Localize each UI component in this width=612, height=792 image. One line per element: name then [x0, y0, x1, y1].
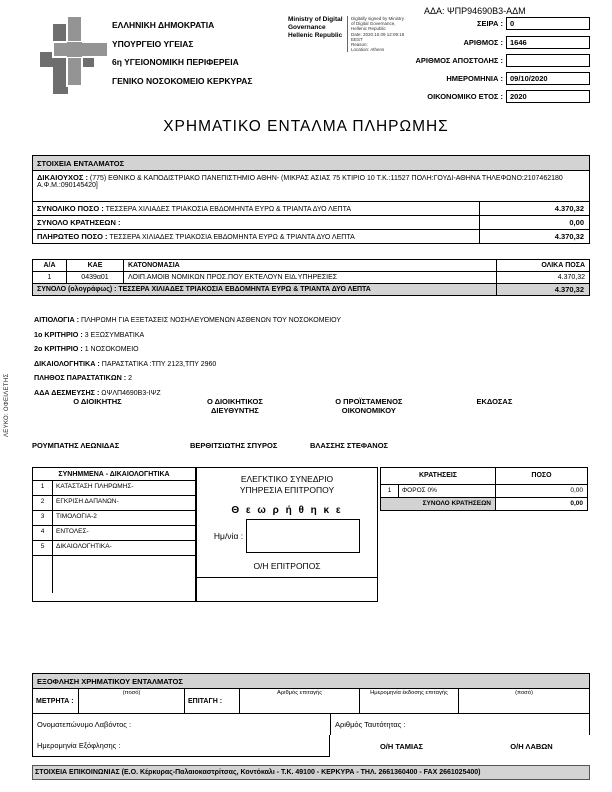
ada-number [424, 6, 526, 16]
deductions-total-label: ΣΥΝΟΛΟ ΚΡΑΤΗΣΕΩΝ [381, 498, 495, 510]
cheque-date-hint: Ημερομηνία έκδοσης επιταγής [370, 690, 448, 696]
copy-color-side-note: ΛΕΥΚΟ: ΟΦΕΙΛΕΤΗΣ [4, 373, 10, 437]
org-line-4: ΓΕΝΙΚΟ ΝΟΣΟΚΟΜΕΙΟ ΚΕΡΚΥΡΑΣ [112, 75, 253, 86]
attachments-table [32, 467, 196, 602]
criterion-2-line [34, 342, 341, 357]
attachment-row [33, 541, 195, 556]
ada-value: ΨΠΡ94690Β3-ΑΔΜ [447, 6, 526, 16]
date-label: ΗΜΕΡΟΜΗΝΙΑ : [446, 74, 503, 83]
field-fiscal-year [402, 90, 590, 103]
audit-court-line1: ΕΛΕΓΚΤΙΚΟ ΣΥΝΕΔΡΙΟ [240, 474, 334, 484]
attachment-num-empty [33, 556, 53, 593]
justification-line [34, 313, 341, 328]
total-amount-value: 4.370,32 [479, 202, 589, 215]
supporting-docs-label: ΔΙΚΑΙΟΛΟΓΗΤΙΚΑ : [34, 358, 100, 368]
dispatch-number-value [506, 54, 590, 67]
audit-date-row [197, 519, 377, 553]
justification-label: ΑΙΤΙΟΛΟΓΙΑ : [34, 315, 80, 324]
justification-block [34, 313, 341, 401]
total-deductions-row [33, 215, 589, 229]
receiver-title: Ο/Η ΛΑΒΩΝ [510, 741, 553, 751]
number-label: ΑΡΙΘΜΟΣ : [463, 38, 503, 47]
dispatch-number-label: ΑΡΙΘΜΟΣ ΑΠΟΣΤΟΛΗΣ : [415, 56, 503, 65]
signature-name-admin-director: ΒΕΡΘΙΤΣΙΩΤΗΣ ΣΠΥΡΟΣ [190, 441, 278, 450]
signature-title-admin-director: Ο ΔΙΟΙΚΗΤΙΚΟΣ ΔΙΕΥΘΥΝΤΗΣ [206, 397, 263, 415]
org-line-2: ΥΠΟΥΡΓΕΙΟ ΥΓΕΙΑΣ [112, 38, 194, 49]
attachment-num: 4 [33, 526, 53, 540]
kae-data-row [33, 271, 589, 283]
attachment-text: ΕΓΚΡΙΣΗ ΔΑΠΑΝΩΝ- [56, 498, 119, 505]
field-number [402, 36, 590, 49]
signature-name-governor: ΡΟΥΜΠΑΤΗΣ ΛΕΩΝΙΔΑΣ [32, 441, 120, 450]
deductions-header-name: ΚΡΑΤΗΣΕΙΣ [418, 472, 458, 479]
criterion-1-text: 3 ΕΞΩΣΥΜΒΑΤΙΚΑ [84, 331, 145, 339]
stamp-sig-line: EEST [351, 36, 363, 42]
kae-total-label: ΣΥΝΟΛΟ (ολογράφως) : [37, 286, 117, 293]
org-line-3: 6η ΥΓΕΙΟΝΟΜΙΚΗ ΠΕΡΙΦΕΡΕΙΑ [112, 57, 239, 67]
field-series [402, 17, 590, 30]
payable-amount-row [33, 229, 589, 243]
attachment-num: 3 [33, 511, 53, 525]
cheque-date-cell [359, 689, 458, 713]
settlement-row-2 [33, 713, 589, 735]
field-date [402, 72, 590, 85]
voucher-section-header: ΣΤΟΙΧΕΙΑ ΕΝΤΑΛΜΑΤΟΣ [33, 156, 589, 171]
voucher-data-section [32, 155, 590, 244]
payable-amount-label: ΠΛΗΡΩΤΕΟ ΠΟΣΟ : [37, 232, 108, 241]
attachment-row [33, 526, 195, 541]
deduction-row [381, 484, 587, 497]
kae-header-aa: Α/Α [43, 262, 56, 269]
deductions-total-row [381, 497, 587, 510]
deduction-num: 1 [381, 485, 399, 497]
total-amount-row [33, 201, 589, 215]
attachments-empty-area [33, 556, 195, 593]
cross-icon [40, 14, 108, 96]
beneficiary-cell [33, 171, 589, 201]
cheque-amount-hint: (ποσό) [515, 690, 533, 696]
signature-name-finance-head: ΒΛΑΣΣΗΣ ΣΤΕΦΑΝΟΣ [310, 441, 389, 450]
stamp-sig-line: of Digital Governance, [351, 21, 396, 27]
cheque-amount-cell [458, 689, 589, 713]
attachment-text: ΔΙΚΑΙΟΛΟΓΗΤΙΚΑ- [56, 543, 112, 550]
issuing-authority [112, 16, 252, 90]
stamp-agency-line: Hellenic Republic [288, 32, 343, 39]
cash-label: ΜΕΤΡΗΤΑ : [36, 697, 74, 705]
signature-title-governor: Ο ΔΙΟΙΚΗΤΗΣ [73, 397, 122, 406]
stamp-agency [288, 16, 344, 52]
attachment-row [33, 496, 195, 511]
docs-count-text: 2 [128, 375, 133, 383]
total-deductions-value: 0,00 [479, 216, 589, 229]
kae-header-row [33, 260, 589, 271]
criterion-1-line [34, 328, 341, 343]
stamp-sig-line: Location: Athens [351, 47, 385, 53]
settlement-header: ΕΞΟΦΛΗΣΗ ΧΡΗΜΑΤΙΚΟΥ ΕΝΤΑΛΜΑΤΟΣ [33, 674, 589, 689]
deduction-name: ΦΟΡΟΣ 0% [402, 487, 437, 494]
approved-stamp-text: Θ ε ω ρ ή θ η κ ε [231, 505, 343, 516]
payable-amount-words: ΤΕΣΣΕΡΑ ΧΙΛΙΑΔΕΣ ΤΡΙΑΚΟΣΙΑ ΕΒΔΟΜΗΝΤΑ ΕΥΡΩ & ΤΡΙΑΝΤΑ ΔΥΟ ΛΕΠΤΑ [109, 234, 355, 241]
stamp-agency-line: Ministry of Digital [288, 16, 343, 23]
stamp-sig-line: Digitally signed by Ministry [351, 16, 405, 21]
signature-title-issuer: ΕΚΔΟΣΑΣ [476, 397, 513, 406]
criterion-1-label: 1ο ΚΡΙΤΗΡΙΟ : [34, 329, 83, 339]
commitment-ada-text: ΩΨΛΠ4690Β3-ΙΨΖ [101, 389, 161, 397]
contact-info-footer: ΣΤΟΙΧΕΙΑ ΕΠΙΚΟΙΝΩΝΙΑΣ (Ε.Ο. Κέρκυρας-Παλαιοκαστρίτσας, Κοντόκαλι - Τ.Κ. 49100 - ΚΕΡΚΥΡΑ - ΤΗΛ. 2661360400 - FAX 2661025400) [32, 765, 590, 780]
kae-header-desc: ΚΑΤΟΝΟΜΑΣΙΑ [123, 260, 496, 271]
kae-total-amount: 4.370,32 [496, 284, 589, 295]
stamp-sig-line: Date: 2020.10.09 12:09:18 [351, 31, 405, 37]
stamp-sig-line: Hellenic Republic [351, 26, 386, 32]
kae-row-aa: 1 [47, 274, 52, 281]
page-title: ΧΡΗΜΑΤΙΚΟ ΕΝΤΑΛΜΑ ΠΛΗΡΩΜΗΣ [163, 118, 449, 135]
org-line-1: ΕΛΛΗΝΙΚΗ ΔΗΜΟΚΡΑΤΙΑ [112, 20, 215, 30]
supporting-docs-text: ΠΑΡΑΣΤΑΤΙΚΑ :ΤΠΥ 2123,ΤΠΥ 2960 [101, 360, 217, 368]
ada-label: ΑΔΑ: [424, 6, 445, 16]
field-dispatch-number [402, 54, 590, 67]
docs-count-label: ΠΛΗΘΟΣ ΠΑΡΑΣΤΑΤΙΚΩΝ : [34, 373, 127, 383]
cheque-number-hint: Αριθμός επιταγής [277, 690, 322, 696]
attachment-num: 5 [33, 541, 53, 555]
deductions-table [380, 467, 588, 511]
fiscal-year-value: 2020 [506, 90, 590, 103]
payee-name-label: Ονοματεπώνυμο Λαβόντος : [33, 714, 331, 735]
kae-row-desc: ΛΟΙΠ.ΑΜΟΙΒ ΝΟΜΙΚΩΝ ΠΡΟΣ.ΠΟΥ ΕΚΤΕΛΟΥΝ ΕΙΔ.ΥΠΗΡΕΣΙΕΣ [123, 272, 496, 283]
settlement-section [32, 673, 590, 757]
docs-count-line [34, 371, 341, 386]
attachment-text: ΚΑΤΑΣΤΑΣΗ ΠΛΗΡΩΜΗΣ- [56, 483, 134, 490]
attachment-text: ΤΙΜΟΛΟΓΙΑ-2 [56, 513, 97, 520]
kae-header-kae: ΚΑΕ [66, 260, 123, 271]
justification-text: ΠΛΗΡΩΜΗ ΓΙΑ ΕΞΕΤΑΣΕΙΣ ΝΟΣΗΛΕΥΟΜΕΝΩΝ ΑΣΘΕΝΩΝ ΤΟΥ ΝΟΣΟΚΟΜΕΙΟΥ [81, 317, 342, 324]
cheque-label: ΕΠΙΤΑΓΗ : [184, 689, 239, 713]
cash-amount-hint: (ποσό) [122, 690, 141, 696]
cash-amount-cell [78, 689, 184, 713]
hospital-cross-logo [40, 14, 108, 101]
kae-row-kae: 0439α01 [66, 272, 123, 283]
cashier-title: Ο/Η ΤΑΜΙΑΣ [379, 741, 424, 751]
beneficiary-label: ΔΙΚΑΙΟΥΧΟΣ : [37, 173, 88, 182]
attachment-text-empty [53, 556, 195, 593]
cheque-number-cell [239, 689, 359, 713]
audit-date-box [246, 519, 360, 553]
digital-signature-stamp [288, 16, 413, 52]
signature-titles-row [32, 397, 558, 415]
settlement-row-3 [32, 735, 590, 757]
audit-court-box [196, 467, 378, 602]
payable-amount-value: 4.370,32 [479, 230, 589, 243]
series-label: ΣΕΙΡΑ : [476, 19, 503, 28]
total-amount-words: ΤΕΣΣΕΡΑ ΧΙΛΙΑΔΕΣ ΤΡΙΑΚΟΣΙΑ ΕΒΔΟΜΗΝΤΑ ΕΥΡΩ & ΤΡΙΑΝΤΑ ΔΥΟ ΛΕΠΤΑ [105, 206, 352, 213]
criterion-2-text: 1 ΝΟΣΟΚΟΜΕΙΟ [84, 346, 139, 354]
kae-total-words: ΤΕΣΣΕΡΑ ΧΙΛΙΑΔΕΣ ΤΡΙΑΚΟΣΙΑ ΕΒΔΟΜΗΝΤΑ ΕΥΡΩ & ΤΡΙΑΝΤΑ ΔΥΟ ΛΕΠΤΑ [118, 286, 371, 293]
kae-row-amount: 4.370,32 [496, 272, 589, 283]
kae-table [32, 259, 590, 296]
deduction-amount: 0,00 [495, 485, 587, 497]
audit-date-label: Ημ/νία : [213, 531, 244, 541]
attachment-row [33, 481, 195, 496]
beneficiary-row [33, 171, 589, 201]
attachment-row [33, 511, 195, 526]
total-amount-label: ΣΥΝΟΛΙΚΟ ΠΟΣΟ : [37, 204, 104, 213]
commissioner-title: Ο/Η ΕΠΙΤΡΟΠΟΣ [253, 561, 321, 571]
attachment-num: 2 [33, 496, 53, 510]
audit-court-line2: ΥΠΗΡΕΣΙΑ ΕΠΙΤΡΟΠΟΥ [239, 485, 335, 495]
attachment-text: ΕΝΤΟΛΕΣ- [56, 528, 89, 535]
deductions-header-row [381, 468, 587, 484]
kae-total-row [33, 283, 589, 295]
settlement-row-1 [33, 689, 589, 713]
attachment-num: 1 [33, 481, 53, 495]
commitment-ada-label: ΑΔΑ ΔΕΣΜΕΥΣΗΣ : [34, 387, 100, 397]
number-value: 1646 [506, 36, 590, 49]
date-value: 09/10/2020 [506, 72, 590, 85]
total-deductions-label: ΣΥΝΟΛΟ ΚΡΑΤΗΣΕΩΝ : [37, 218, 121, 227]
deductions-header-amount: ΠΟΣΟ [495, 468, 587, 484]
series-value: 0 [506, 17, 590, 30]
deductions-total-amount: 0,00 [495, 498, 587, 510]
stamp-agency-line: Governance [288, 24, 326, 31]
audit-divider [197, 577, 377, 578]
criterion-2-label: 2ο ΚΡΙΤΗΡΙΟ : [34, 344, 83, 354]
signature-title-finance-head: Ο ΠΡΟΪΣΤΑΜΕΝΟΣ ΟΙΚΟΝΟΜΙΚΟΥ [335, 397, 403, 415]
supporting-docs-line [34, 357, 341, 372]
settlement-date-label: Ημερομηνία Εξόφλησης : [32, 735, 330, 757]
beneficiary-text: (775) ΕΘΝΙΚΟ & ΚΑΠΟΔΙΣΤΡΙΑΚΟ ΠΑΝΕΠΙΣΤΗΜΙΟ ΑΘΗΝ- (ΜΙΚΡΑΣ ΑΣΙΑΣ 75 ΚΤΙΡΙΟ 10 Τ.Κ.:11527 ΠΟΛΗ:ΓΟΥΔΙ-ΑΘΗΝΑ ΤΗΛΕΦΩΝΟ:2107462180 Α.Φ.Μ.:090145420] [37, 175, 563, 189]
stamp-sig-line: Reason: [351, 42, 368, 48]
id-number-label: Αριθμός Ταυτότητας : [335, 720, 406, 729]
fiscal-year-label: ΟΙΚΟΝΟΜΙΚΟ ΕΤΟΣ : [427, 92, 503, 101]
attachments-header: ΣΥΝΗΜΜΕΝΑ - ΔΙΚΑΙΟΛΟΓΗΤΙΚΑ [33, 468, 195, 481]
kae-header-amount: ΟΛΙΚΑ ΠΟΣΑ [496, 260, 589, 271]
